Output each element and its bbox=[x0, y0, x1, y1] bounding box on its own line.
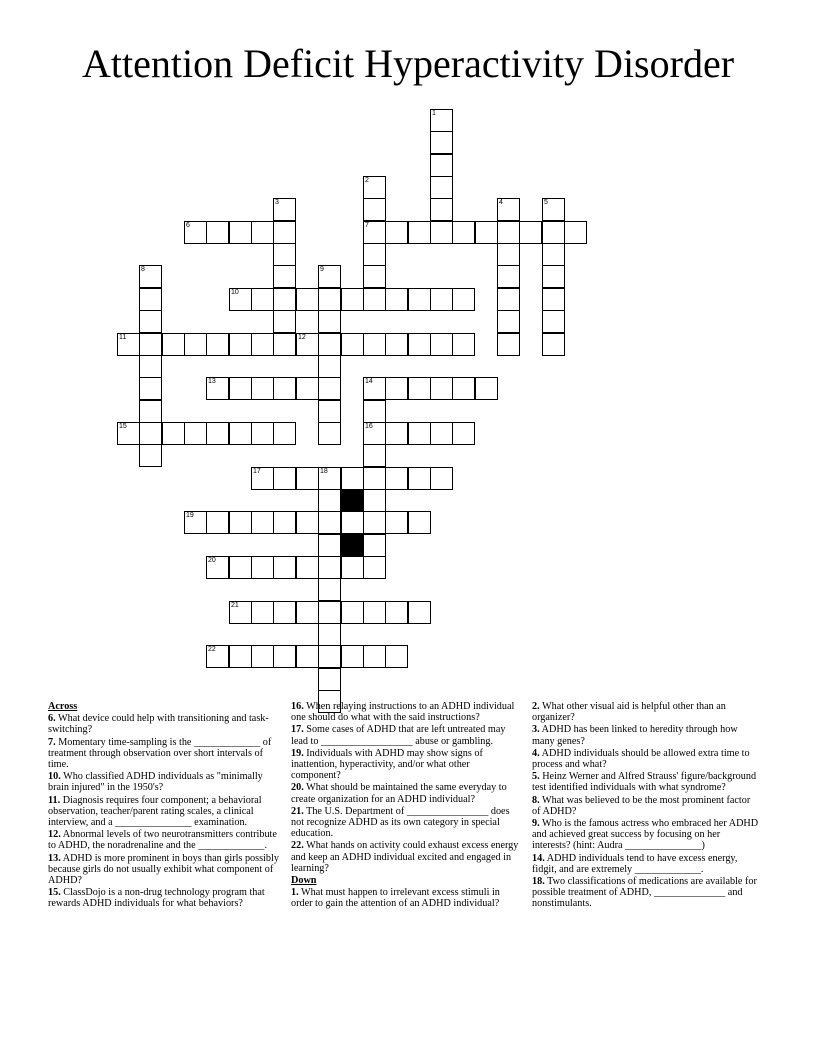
clue-number: 4 bbox=[499, 199, 503, 206]
clue-label: 4. bbox=[532, 747, 540, 759]
grid-cell[interactable] bbox=[296, 288, 319, 311]
grid-cell[interactable] bbox=[341, 288, 364, 311]
clue-text: What other visual aid is helpful other than an organizer? bbox=[532, 701, 726, 724]
grid-cell[interactable] bbox=[430, 422, 453, 445]
grid-cell[interactable] bbox=[542, 333, 565, 356]
grid-cell[interactable] bbox=[273, 645, 296, 668]
grid-cell[interactable] bbox=[430, 176, 453, 199]
black-square bbox=[341, 489, 364, 512]
across-clue bbox=[48, 829, 280, 851]
grid-cell[interactable] bbox=[497, 221, 520, 244]
grid-cell[interactable] bbox=[273, 377, 296, 400]
clue-column-2 bbox=[291, 701, 521, 911]
grid-cell[interactable] bbox=[229, 645, 252, 668]
grid-cell[interactable] bbox=[229, 288, 252, 311]
down-clue bbox=[532, 853, 760, 875]
grid-cell[interactable] bbox=[251, 221, 274, 244]
grid-cell[interactable] bbox=[430, 221, 453, 244]
grid-cell[interactable] bbox=[229, 601, 252, 624]
grid-cell[interactable] bbox=[251, 288, 274, 311]
grid-cell[interactable] bbox=[408, 377, 431, 400]
grid-cell[interactable] bbox=[229, 556, 252, 579]
grid-cell[interactable] bbox=[430, 109, 453, 132]
grid-cell[interactable] bbox=[385, 645, 408, 668]
across-heading: Across bbox=[48, 701, 78, 712]
grid-cell[interactable] bbox=[452, 422, 475, 445]
grid-cell[interactable] bbox=[206, 645, 229, 668]
grid-cell[interactable] bbox=[363, 467, 386, 490]
grid-cell[interactable] bbox=[519, 221, 542, 244]
clue-number: 1 bbox=[432, 110, 436, 117]
clue-number: 11 bbox=[119, 334, 127, 341]
grid-cell[interactable] bbox=[162, 333, 185, 356]
clue-number: 17 bbox=[253, 468, 261, 475]
clue-label: 10. bbox=[48, 771, 61, 783]
grid-cell[interactable] bbox=[273, 310, 296, 333]
clue-text: Abnormal levels of two neurotransmitters contribute to ADHD, the noradrenaline and the _____________. bbox=[48, 829, 277, 852]
grid-cell[interactable] bbox=[408, 467, 431, 490]
grid-cell[interactable] bbox=[318, 288, 341, 311]
down-clue-list-continued bbox=[532, 701, 760, 910]
clue-label: 11. bbox=[48, 794, 61, 806]
grid-cell[interactable] bbox=[385, 333, 408, 356]
clue-number: 7 bbox=[365, 222, 369, 229]
grid-cell[interactable] bbox=[363, 400, 386, 423]
grid-cell[interactable] bbox=[363, 511, 386, 534]
clue-label: 6. bbox=[48, 713, 56, 725]
grid-cell[interactable] bbox=[475, 377, 498, 400]
clue-text: What should be maintained the same everyday to create organization for an ADHD individual? bbox=[291, 782, 507, 805]
grid-cell[interactable] bbox=[139, 444, 162, 467]
grid-cell[interactable] bbox=[206, 221, 229, 244]
clue-number: 8 bbox=[141, 266, 145, 273]
grid-cell[interactable] bbox=[497, 310, 520, 333]
grid-cell[interactable] bbox=[296, 467, 319, 490]
clue-number: 15 bbox=[119, 423, 127, 430]
grid-cell[interactable] bbox=[162, 422, 185, 445]
grid-cell[interactable] bbox=[363, 645, 386, 668]
grid-cell[interactable] bbox=[408, 333, 431, 356]
grid-cell[interactable] bbox=[542, 265, 565, 288]
clue-label: 12. bbox=[48, 829, 61, 841]
clue-number: 2 bbox=[365, 177, 369, 184]
grid-cell[interactable] bbox=[363, 176, 386, 199]
clue-label: 3. bbox=[532, 724, 540, 736]
clue-label: 9. bbox=[532, 818, 540, 830]
clue-text: Heinz Werner and Alfred Strauss' figure/background test identified individuals with what syndrome? bbox=[532, 771, 757, 794]
grid-cell[interactable] bbox=[251, 467, 274, 490]
grid-cell[interactable] bbox=[363, 422, 386, 445]
across-clue bbox=[48, 713, 280, 735]
clue-number: 3 bbox=[275, 199, 279, 206]
clue-label: 22. bbox=[291, 840, 304, 852]
grid-cell[interactable] bbox=[542, 221, 565, 244]
grid-cell[interactable] bbox=[564, 221, 587, 244]
across-clue bbox=[291, 806, 521, 840]
grid-cell[interactable] bbox=[430, 333, 453, 356]
grid-cell[interactable] bbox=[341, 467, 364, 490]
grid-cell[interactable] bbox=[273, 265, 296, 288]
clue-number: 14 bbox=[365, 378, 373, 385]
across-clue bbox=[291, 701, 521, 723]
grid-cell[interactable] bbox=[452, 333, 475, 356]
grid-cell[interactable] bbox=[318, 400, 341, 423]
clue-text: What device could help with transitioning and task-switching? bbox=[48, 713, 269, 736]
grid-cell[interactable] bbox=[273, 333, 296, 356]
grid-cell[interactable] bbox=[341, 645, 364, 668]
grid-cell[interactable] bbox=[385, 467, 408, 490]
grid-cell[interactable] bbox=[139, 377, 162, 400]
clue-column-3 bbox=[532, 701, 760, 911]
grid-cell[interactable] bbox=[184, 511, 207, 534]
across-clue bbox=[48, 795, 280, 829]
grid-cell[interactable] bbox=[475, 221, 498, 244]
clue-text: ADHD individuals tend to have excess energy, fidgit, and are extremely _____________. bbox=[532, 852, 738, 875]
down-heading: Down bbox=[291, 875, 317, 887]
grid-cell[interactable] bbox=[229, 422, 252, 445]
grid-cell[interactable] bbox=[273, 556, 296, 579]
grid-cell[interactable] bbox=[363, 489, 386, 512]
across-clue bbox=[291, 724, 521, 746]
grid-cell[interactable] bbox=[229, 221, 252, 244]
clue-label: 16. bbox=[291, 701, 304, 712]
clue-text: When relaying instructions to an ADHD individual one should do what with the said instructions? bbox=[291, 701, 515, 724]
grid-cell[interactable] bbox=[273, 511, 296, 534]
grid-cell[interactable] bbox=[251, 511, 274, 534]
grid-cell[interactable] bbox=[139, 400, 162, 423]
clue-text: What hands on activity could exhaust excess energy and keep an ADHD individual excited and engaged in learning? bbox=[291, 840, 519, 874]
down-clue bbox=[291, 887, 521, 909]
grid-cell[interactable] bbox=[318, 668, 341, 691]
grid-cell[interactable] bbox=[542, 198, 565, 221]
grid-cell[interactable] bbox=[139, 310, 162, 333]
clue-label: 8. bbox=[532, 794, 540, 806]
grid-cell[interactable] bbox=[385, 511, 408, 534]
grid-cell[interactable] bbox=[184, 221, 207, 244]
grid-cell[interactable] bbox=[296, 645, 319, 668]
clue-label: 19. bbox=[291, 747, 304, 759]
clue-text: Momentary time-sampling is the _____________ of treatment through observation over short intervals of time. bbox=[48, 736, 272, 771]
grid-cell[interactable] bbox=[363, 377, 386, 400]
grid-cell[interactable] bbox=[452, 221, 475, 244]
grid-cell[interactable] bbox=[273, 198, 296, 221]
grid-cell[interactable] bbox=[318, 601, 341, 624]
clue-label: 1. bbox=[291, 887, 299, 899]
grid-cell[interactable] bbox=[497, 333, 520, 356]
grid-cell[interactable] bbox=[206, 556, 229, 579]
grid-cell[interactable] bbox=[229, 377, 252, 400]
grid-cell[interactable] bbox=[206, 333, 229, 356]
grid-cell[interactable] bbox=[408, 601, 431, 624]
across-clue bbox=[48, 853, 280, 887]
grid-cell[interactable] bbox=[430, 467, 453, 490]
grid-cell[interactable] bbox=[251, 377, 274, 400]
clue-text: Two classifications of medications are available for possible treatment of ADHD, ______________ and nonstimulants. bbox=[532, 876, 757, 910]
grid-cell[interactable] bbox=[318, 645, 341, 668]
grid-cell[interactable] bbox=[497, 243, 520, 266]
grid-cell[interactable] bbox=[497, 265, 520, 288]
grid-cell[interactable] bbox=[363, 265, 386, 288]
across-clue bbox=[291, 782, 521, 804]
grid-cell[interactable] bbox=[363, 534, 386, 557]
grid-cell[interactable] bbox=[385, 377, 408, 400]
grid-cell[interactable] bbox=[318, 265, 341, 288]
grid-cell[interactable] bbox=[296, 601, 319, 624]
grid-cell[interactable] bbox=[229, 511, 252, 534]
grid-cell[interactable] bbox=[385, 288, 408, 311]
grid-cell[interactable] bbox=[273, 288, 296, 311]
grid-cell[interactable] bbox=[363, 288, 386, 311]
clue-number: 12 bbox=[298, 334, 306, 341]
down-clue-list bbox=[291, 887, 521, 909]
grid-cell[interactable] bbox=[318, 467, 341, 490]
grid-cell[interactable] bbox=[542, 310, 565, 333]
clue-text: ClassDojo is a non-drug technology program that rewards ADHD individuals for what behaviors? bbox=[48, 887, 265, 910]
grid-cell[interactable] bbox=[273, 221, 296, 244]
across-clue-list bbox=[48, 713, 280, 909]
grid-cell[interactable] bbox=[408, 221, 431, 244]
black-square bbox=[341, 534, 364, 557]
clue-text: Individuals with ADHD may show signs of inattention, hyperactivity, and/or what other component? bbox=[291, 747, 483, 782]
across-clue bbox=[48, 771, 280, 793]
clue-text: The U.S. Department of ________________ does not recognize ADHD as its own category in special education. bbox=[291, 805, 510, 840]
grid-cell[interactable] bbox=[318, 534, 341, 557]
grid-cell[interactable] bbox=[206, 511, 229, 534]
down-clue bbox=[532, 818, 760, 852]
grid-cell[interactable] bbox=[318, 578, 341, 601]
grid-cell[interactable] bbox=[408, 288, 431, 311]
grid-cell[interactable] bbox=[117, 333, 140, 356]
clue-label: 20. bbox=[291, 782, 304, 794]
grid-cell[interactable] bbox=[408, 422, 431, 445]
grid-cell[interactable] bbox=[385, 221, 408, 244]
across-clue bbox=[291, 748, 521, 782]
grid-cell[interactable] bbox=[497, 198, 520, 221]
grid-cell[interactable] bbox=[139, 333, 162, 356]
grid-cell[interactable] bbox=[430, 377, 453, 400]
clue-number: 9 bbox=[320, 266, 324, 273]
grid-cell[interactable] bbox=[318, 511, 341, 534]
clue-text: Some cases of ADHD that are left untreated may lead to __________________ abuse or gambling. bbox=[291, 724, 506, 747]
grid-cell[interactable] bbox=[251, 556, 274, 579]
down-clue bbox=[532, 876, 760, 910]
grid-cell[interactable] bbox=[273, 422, 296, 445]
clue-number: 19 bbox=[186, 512, 194, 519]
grid-cell[interactable] bbox=[363, 333, 386, 356]
grid-cell[interactable] bbox=[139, 355, 162, 378]
grid-cell[interactable] bbox=[385, 422, 408, 445]
grid-cell[interactable] bbox=[273, 601, 296, 624]
grid-cell[interactable] bbox=[184, 333, 207, 356]
grid-cell[interactable] bbox=[318, 310, 341, 333]
grid-cell[interactable] bbox=[296, 377, 319, 400]
grid-cell[interactable] bbox=[273, 467, 296, 490]
across-clue bbox=[291, 840, 521, 874]
grid-cell[interactable] bbox=[363, 198, 386, 221]
down-clue bbox=[532, 795, 760, 817]
grid-cell[interactable] bbox=[251, 422, 274, 445]
grid-cell[interactable] bbox=[497, 288, 520, 311]
clue-text: Diagnosis requires four component; a behavioral observation, teacher/parent rating scales, a clinical interview, and a _______________ examination. bbox=[48, 794, 262, 829]
grid-cell[interactable] bbox=[341, 601, 364, 624]
clue-text: ADHD has been linked to heredity through how many genes? bbox=[532, 724, 738, 747]
clue-number: 5 bbox=[544, 199, 548, 206]
clue-number: 21 bbox=[231, 602, 239, 609]
clue-text: ADHD individuals should be allowed extra time to process and what? bbox=[532, 747, 750, 771]
grid-cell[interactable] bbox=[117, 422, 140, 445]
grid-cell[interactable] bbox=[363, 601, 386, 624]
grid-cell[interactable] bbox=[363, 243, 386, 266]
grid-cell[interactable] bbox=[206, 422, 229, 445]
clue-number: 18 bbox=[320, 468, 328, 475]
clue-number: 22 bbox=[208, 646, 216, 653]
grid-cell[interactable] bbox=[318, 556, 341, 579]
grid-cell[interactable] bbox=[363, 444, 386, 467]
grid-cell[interactable] bbox=[318, 377, 341, 400]
grid-cell[interactable] bbox=[318, 623, 341, 646]
grid-cell[interactable] bbox=[385, 601, 408, 624]
grid-cell[interactable] bbox=[139, 422, 162, 445]
grid-cell[interactable] bbox=[542, 243, 565, 266]
grid-cell[interactable] bbox=[229, 333, 252, 356]
grid-cell[interactable] bbox=[318, 355, 341, 378]
grid-cell[interactable] bbox=[139, 265, 162, 288]
grid-cell[interactable] bbox=[296, 556, 319, 579]
clue-number: 20 bbox=[208, 557, 216, 564]
clue-text: What must happen to irrelevant excess stimuli in order to gain the attention of an ADHD individual? bbox=[291, 887, 500, 910]
grid-cell[interactable] bbox=[296, 511, 319, 534]
clue-label: 13. bbox=[48, 852, 61, 864]
grid-cell[interactable] bbox=[452, 377, 475, 400]
grid-cell[interactable] bbox=[251, 645, 274, 668]
clue-label: 15. bbox=[48, 887, 61, 899]
grid-cell[interactable] bbox=[341, 556, 364, 579]
down-clue bbox=[532, 748, 760, 770]
grid-cell[interactable] bbox=[296, 333, 319, 356]
grid-cell[interactable] bbox=[273, 243, 296, 266]
grid-cell[interactable] bbox=[184, 422, 207, 445]
clue-label: 7. bbox=[48, 736, 56, 748]
clue-label: 14. bbox=[532, 852, 545, 864]
puzzle-title: Attention Deficit Hyperactivity Disorder bbox=[81, 41, 735, 86]
grid-cell[interactable] bbox=[430, 154, 453, 177]
grid-cell[interactable] bbox=[430, 288, 453, 311]
clue-text: What was believed to be the most prominent factor of ADHD? bbox=[532, 794, 751, 817]
grid-cell[interactable] bbox=[542, 288, 565, 311]
grid-cell[interactable] bbox=[206, 377, 229, 400]
down-clue bbox=[532, 701, 760, 723]
grid-cell[interactable] bbox=[430, 131, 453, 154]
grid-cell[interactable] bbox=[430, 198, 453, 221]
clue-label: 21. bbox=[291, 805, 304, 817]
grid-cell[interactable] bbox=[139, 288, 162, 311]
grid-cell[interactable] bbox=[251, 333, 274, 356]
grid-cell[interactable] bbox=[318, 422, 341, 445]
clue-number: 6 bbox=[186, 222, 190, 229]
grid-cell[interactable] bbox=[318, 489, 341, 512]
clue-number: 16 bbox=[365, 423, 373, 430]
grid-cell[interactable] bbox=[251, 601, 274, 624]
grid-cell[interactable] bbox=[452, 288, 475, 311]
grid-cell[interactable] bbox=[341, 333, 364, 356]
clue-label: 17. bbox=[291, 724, 304, 736]
grid-cell[interactable] bbox=[363, 556, 386, 579]
across-clue bbox=[48, 887, 280, 909]
down-clue bbox=[532, 724, 760, 746]
grid-cell[interactable] bbox=[408, 511, 431, 534]
clue-text: ADHD is more prominent in boys than girls possibly because girls do not usually exhibit what component of ADHD? bbox=[48, 852, 279, 887]
down-clue bbox=[532, 771, 760, 793]
grid-cell[interactable] bbox=[341, 511, 364, 534]
grid-cell[interactable] bbox=[363, 221, 386, 244]
clue-column-1 bbox=[48, 701, 280, 911]
clue-label: 2. bbox=[532, 701, 540, 712]
clue-number: 13 bbox=[208, 378, 216, 385]
clue-text: Who classified ADHD individuals as "minimally brain injured" in the 1950's? bbox=[48, 771, 263, 794]
clue-label: 5. bbox=[532, 771, 540, 783]
across-clue-list-continued bbox=[291, 701, 521, 874]
clue-number: 10 bbox=[231, 289, 239, 296]
clue-label: 18. bbox=[532, 876, 545, 888]
grid-cell[interactable] bbox=[318, 333, 341, 356]
across-clue bbox=[48, 737, 280, 771]
clue-text: Who is the famous actress who embraced her ADHD and achieved great success by focusing on her interests? (hint: Audra _______________) bbox=[532, 818, 759, 852]
